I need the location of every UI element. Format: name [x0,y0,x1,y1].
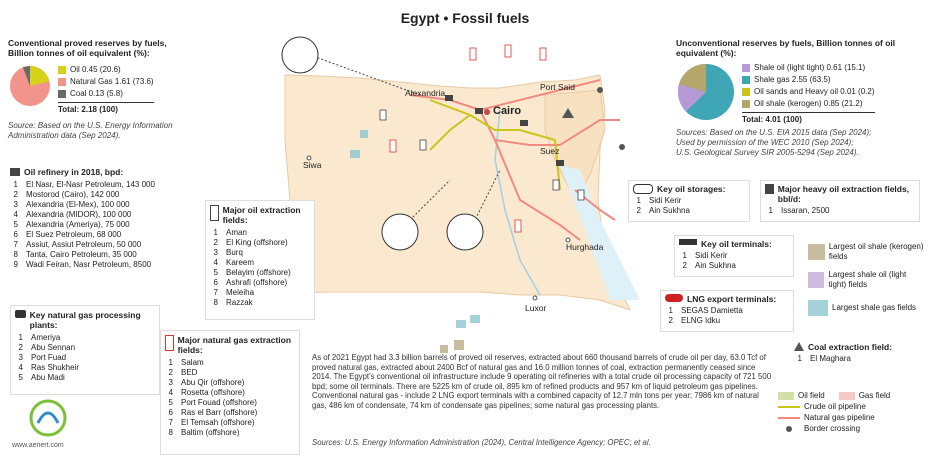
list-item-label: Ameriya [31,333,61,342]
list-item-label: Baltim (offshore) [181,428,240,437]
shale-oil-legend-swatch [808,272,824,288]
list-item-number: 5 [168,398,173,407]
list-item [10,220,195,230]
unconv-oil-sands-label: Oil sands and Heavy oil 0.01 (0.2) [754,87,875,96]
list-item-number: 5 [213,268,218,277]
storages-panel [628,180,750,222]
list-item [794,354,920,364]
list-item-number: 4 [168,388,173,397]
coal-list [794,354,920,364]
gas-plant-icon [15,310,26,318]
list-item [210,228,310,238]
list-item-label: El Temsah (offshore) [181,418,255,427]
list-item [165,408,295,418]
lng-panel [660,290,794,332]
list-item-label: Belayim (offshore) [226,268,291,277]
border-crossing-legend-label: Border crossing [804,424,861,433]
gas-swatch [58,78,66,86]
list-item-label: Port Fuad [31,353,67,362]
list-item-number: 8 [168,428,173,437]
list-item-number: 8 [13,250,18,259]
list-item-number: 4 [213,258,218,267]
oil-shale-legend-swatch [808,244,825,260]
list-item-label: Ras el Barr (offshore) [181,408,258,417]
oil-shale-swatch [742,100,750,108]
list-item-label: Salam [181,358,204,367]
gas-processing-panel [10,305,160,395]
list-item-label: Aman [226,228,247,237]
list-item [679,261,789,271]
summary-text: As of 2021 Egypt had 3.3 billion barrels of proved oil reserves, extracted about 660 thousand barrels of crude oil per day, 63.0 Tcf of proved natural gas, extracted about 2400 Bcf of natural gas and 16.0 million tonnes of coal, extraction permanently ceased since 2014. The Egypt's conventional oil infrastructure include 9 operating oil refineries with a total crude oil processing capacity of 721 500 bpd; some oil terminals. There are 5225 km of crude oil, 895 km of refined products and 957 km of liquid petroleum gas pipelines. Conventional natural gas - include 2 LNG export terminals with a combined capacity of 12.7 mln tons per year; 7986 km of natural gas, 486 km of condensate, 74 km of condensate gas pipelines; some natural gas processing plants. [312,353,772,410]
unconventional-pie-chart [676,62,736,122]
list-item [10,210,195,220]
shale-legend [808,238,926,322]
list-item-number: 2 [636,206,641,215]
unconv-shale-gas-label: Shale gas 2.55 (63.5) [754,75,831,84]
shale-gas-swatch [742,76,750,84]
oil-sands-swatch [742,88,750,96]
gas-processing-heading: Key natural gas processing plants: [29,310,141,330]
summary-source: Sources: U.S. Energy Information Administration (2024), Central Intelligence Agency; OPEC; et al. [312,438,651,447]
list-item [10,230,195,240]
oil-pipeline-legend-label: Crude oil pipeline [804,402,866,411]
terminals-heading: Key oil terminals: [701,239,772,249]
list-item [15,373,155,383]
list-item-label: Ashrafi (offshore) [226,278,288,287]
oil-fields-heading: Major oil extraction fields: [222,205,301,225]
list-item [210,258,310,268]
lng-heading: LNG export terminals: [687,294,777,304]
unconventional-heading: Unconventional reserves by fuels, Billion tonnes of oil equivalent (%): [676,38,896,58]
list-item [665,316,789,326]
city-siwa: Siwa [303,160,322,170]
list-item-number: 1 [768,206,773,215]
list-item-number: 7 [168,418,173,427]
list-item [210,238,310,248]
list-item [10,180,195,190]
list-item [165,388,295,398]
conventional-oil-label: Oil 0.45 (20.6) [70,65,121,74]
list-item-number: 4 [18,363,23,372]
heavy-oil-panel [760,180,920,222]
tanker-icon [679,239,697,245]
conventional-heading: Conventional proved reserves by fuels, Billion tonnes of oil equivalent (%): [8,38,167,58]
list-item [15,333,155,343]
city-cairo: Cairo [493,105,522,117]
terminals-panel [674,235,794,277]
list-item-label: Meleiha [226,288,255,297]
list-item [165,378,295,388]
list-item [679,251,789,261]
conventional-pie-chart [8,64,52,108]
shale-oil-legend-label: Largest shale oil (light tight) fields [828,270,907,289]
list-item [633,196,745,206]
oil-field-legend-label: Oil field [798,391,825,400]
list-item-label: Abu Sennan [31,343,76,352]
refinery-icon [10,168,20,176]
list-item-number: 1 [668,306,673,315]
coal-icon [794,342,804,351]
lng-list [665,306,789,326]
city-port-said: Port Said [540,82,575,92]
gas-fields-list [165,358,295,438]
list-item [665,306,789,316]
list-item [165,368,295,378]
list-item-label: Sidi Kerir [649,196,682,205]
gas-fields-panel [160,330,300,455]
list-item-label: Abu Madi [31,373,65,382]
unconventional-source-1: Sources: Based on the U.S. EIA 2015 data (Sep 2024); [676,128,872,137]
gas-processing-list [15,333,155,383]
list-item-number: 5 [18,373,23,382]
list-item-label: Razzak [226,298,253,307]
list-item-number: 3 [18,353,23,362]
list-item-label: Mostorod (Cairo), 142 000 [26,190,120,199]
list-item [15,343,155,353]
border-crossing-legend-icon [786,426,792,432]
unconventional-source-2: Used by permission of the WEC 2010 (Sep 2024); [676,138,854,147]
gas-rig-icon [165,335,174,351]
list-item-number: 9 [13,260,18,269]
list-item-label: El Maghara [810,354,851,363]
list-item-number: 4 [13,210,18,219]
lng-tanks-icon [665,294,683,302]
list-item-label: Sidi Kerir [695,251,728,260]
shale-gas-legend-swatch [808,300,828,316]
city-luxor: Luxor [525,303,547,313]
list-item [165,418,295,428]
list-item-number: 3 [13,200,18,209]
conventional-coal-label: Coal 0.13 (5.8) [70,89,123,98]
aenert-logo-icon [28,398,68,438]
coal-swatch [58,90,66,98]
page-title: Egypt • Fossil fuels [400,10,530,26]
coal-panel [794,342,920,374]
heavy-oil-list [765,206,915,216]
list-item-label: Assiut, Assiut Petroleum, 50 000 [26,240,142,249]
list-item-number: 1 [18,333,23,342]
list-item [210,248,310,258]
unconventional-reserves-panel [676,38,916,168]
list-item [10,240,195,250]
list-item-label: Ras Shukheir [31,363,80,372]
city-suez: Suez [540,146,560,156]
list-item-number: 3 [168,378,173,387]
refinery-panel [10,167,195,292]
list-item-label: SEGAS Damietta [681,306,743,315]
oil-shale-field [440,340,464,353]
conventional-gas-label: Natural Gas 1.61 (73.6) [70,77,154,86]
unconv-oil-shale-label: Oil shale (kerogen) 0.85 (21.2) [754,99,863,108]
list-item [210,288,310,298]
list-item-label: Rosetta (offshore) [181,388,245,397]
city-alexandria: Alexandria [405,88,446,98]
oil-swatch [58,66,66,74]
list-item [10,190,195,200]
cairo-dot [484,109,490,115]
list-item-label: Issaran, 2500 [781,206,830,215]
coal-heading: Coal extraction field: [808,342,893,352]
list-item-number: 2 [668,316,673,325]
list-item-number: 2 [213,238,218,247]
oil-fields-panel [205,200,315,320]
list-item [15,363,155,373]
gas-field-legend-label: Gas field [858,391,891,400]
list-item-label: Kareem [226,258,255,267]
oil-rig-icon [210,205,219,221]
list-item-number: 6 [13,230,18,239]
list-item-number: 2 [13,190,18,199]
shale-gas-legend-label: Largest shale gas fields [832,303,917,312]
unconventional-total: Total: 4.01 (100) [742,112,875,125]
list-item-label: Wadi Feiran, Nasr Petroleum, 8500 [26,260,152,269]
list-item-number: 3 [213,248,218,257]
list-item-label: El Nasr, El-Nasr Petroleum, 143 000 [26,180,155,189]
refinery-heading: Oil refinery in 2018, bpd: [24,167,124,177]
conventional-total: Total: 2.18 (100) [58,102,154,115]
unconv-shale-oil-label: Shale oil (light tight) 0.61 (15.1) [754,63,866,72]
storages-heading: Key oil storages: [657,184,726,194]
list-item-number: 6 [213,278,218,287]
list-item-number: 2 [168,368,173,377]
list-item-label: Tanta, Cairo Petroleum, 35 000 [26,250,137,259]
list-item-label: ELNG Idku [681,316,721,325]
list-item [10,260,195,270]
list-item-label: El King (offshore) [226,238,288,247]
brand-link[interactable]: www.aenert.com [12,442,64,449]
list-item [165,358,295,368]
list-item [210,298,310,308]
list-item-number: 1 [213,228,218,237]
gas-fields-heading: Major natural gas extraction fields: [177,335,292,355]
list-item-number: 1 [168,358,173,367]
list-item-label: Port Fouad (offshore) [181,398,257,407]
oil-field-legend-icon [778,392,794,400]
list-item [15,353,155,363]
list-item-number: 2 [18,343,23,352]
gas-pipeline-legend-label: Natural gas pipeline [804,413,875,422]
list-item-label: El Suez Petroleum, 68 000 [26,230,122,239]
list-item [165,428,295,438]
list-item-label: Ain Sukhna [649,206,690,215]
list-item-number: 2 [682,261,687,270]
list-item-number: 1 [797,354,802,363]
gas-field-legend-icon [839,392,855,400]
heavy-oil-heading: Major heavy oil extraction fields, bbl/d: [777,184,910,204]
list-item-label: Abu Qir (offshore) [181,378,245,387]
list-item [210,268,310,278]
list-item-number: 6 [168,408,173,417]
map-legend [778,390,928,434]
list-item-number: 5 [13,220,18,229]
heavy-oil-icon [765,184,774,194]
list-item-label: Alexandria (El-Mex), 100 000 [26,200,130,209]
conventional-reserves-panel [8,38,183,150]
list-item-number: 1 [636,196,641,205]
list-item [765,206,915,216]
list-item-number: 7 [13,240,18,249]
list-item-label: Alexandria (MIDOR), 100 000 [26,210,132,219]
list-item-label: BED [181,368,198,377]
list-item-number: 1 [682,251,687,260]
oil-shale-legend-label: Largest oil shale (kerogen) fields [828,242,924,261]
list-item-number: 8 [213,298,218,307]
list-item-label: Ain Sukhna [695,261,736,270]
list-item [165,398,295,408]
city-hurghada: Hurghada [566,242,604,252]
list-item-number: 1 [13,180,18,189]
gas-pipeline-legend-icon [778,417,800,419]
list-item [10,250,195,260]
list-item [633,206,745,216]
refinery-list [10,180,195,270]
terminals-list [679,251,789,271]
list-item-number: 7 [213,288,218,297]
list-item-label: Alexandria (Ameriya), 75 000 [26,220,130,229]
storage-icon [633,184,653,194]
list-item [10,200,195,210]
storages-list [633,196,745,216]
oil-pipeline-legend-icon [778,406,800,408]
shale-oil-swatch [742,64,750,72]
oil-fields-list [210,228,310,308]
unconventional-source-3: U.S. Geological Survey SIR 2005-5294 (Sep 2024). [676,148,859,157]
list-item-label: Burq [226,248,243,257]
list-item [210,278,310,288]
conventional-source: Source: Based on the U.S. Energy Information Administration data (Sep 2024). [8,121,173,140]
